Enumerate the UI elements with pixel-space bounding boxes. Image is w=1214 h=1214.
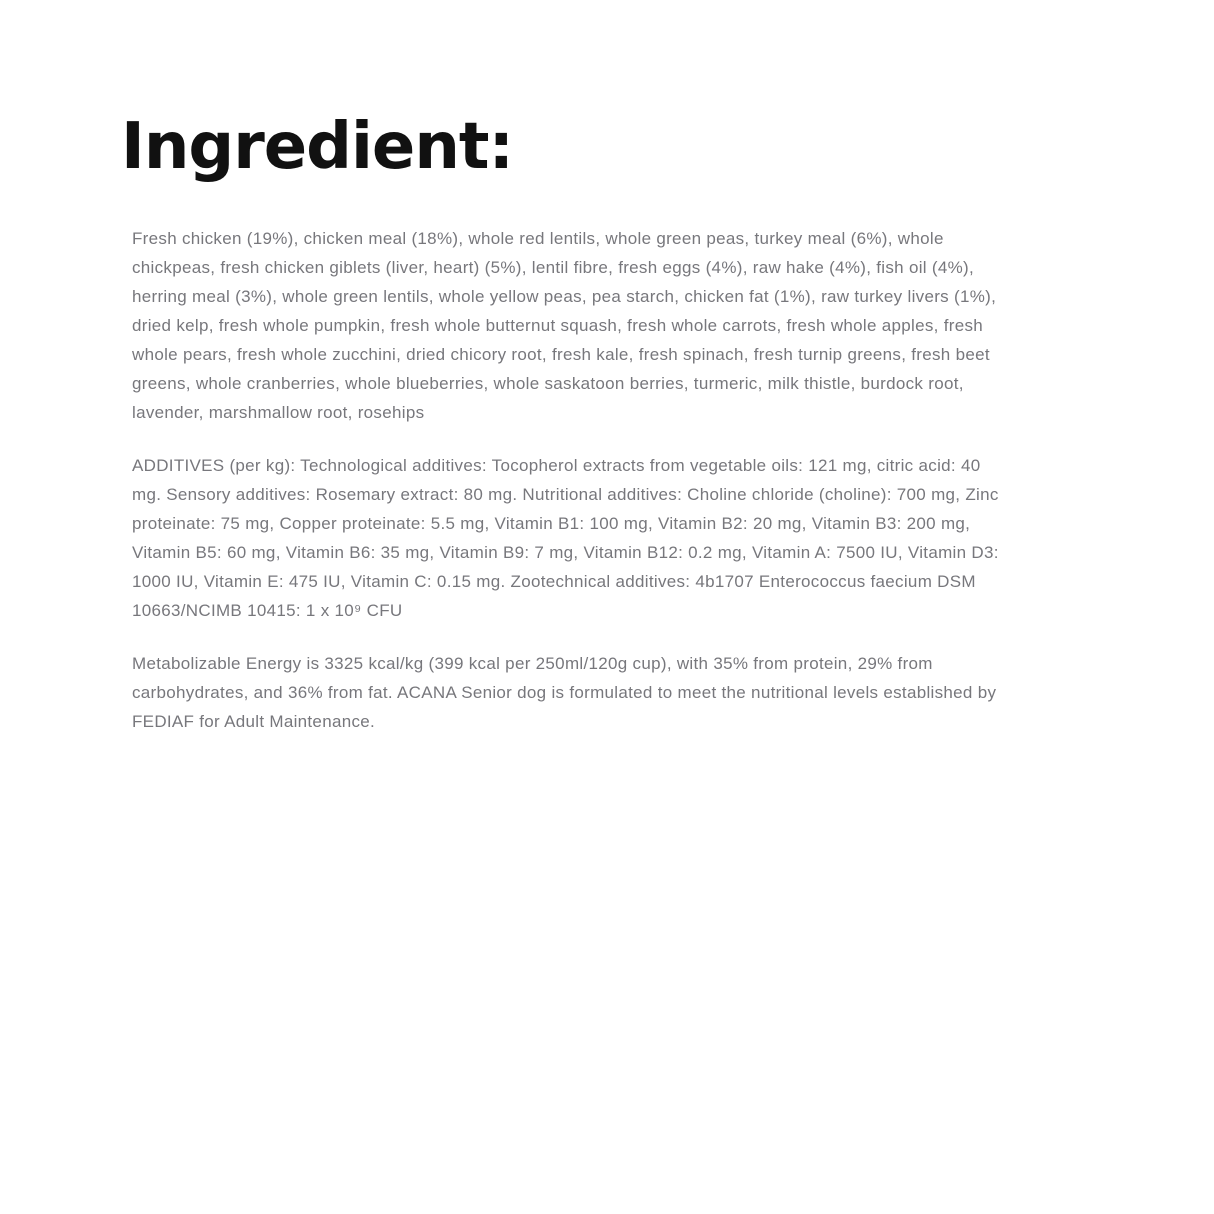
additives-paragraph: [132, 451, 1092, 625]
additives-line: 1000 IU, Vitamin E: 475 IU, Vitamin C: 0.15 mg. Zootechnical additives: 4b1707 Enterococcus faecium DSM: [132, 572, 976, 591]
energy-line: carbohydrates, and 36% from fat. ACANA Senior dog is formulated to meet the nutritional levels established by: [132, 683, 997, 702]
ingredients-line: Fresh chicken (19%), chicken meal (18%), whole red lentils, whole green peas, turkey meal (6%), whole: [132, 229, 944, 248]
additives-line: 10663/NCIMB 10415: 1 x 10⁹ CFU: [132, 601, 403, 620]
ingredients-line: whole pears, fresh whole zucchini, dried chicory root, fresh kale, fresh spinach, fresh turnip greens, fresh beet: [132, 345, 990, 364]
additives-line: mg. Sensory additives: Rosemary extract: 80 mg. Nutritional additives: Choline chloride (choline): 700 mg, Zinc: [132, 485, 999, 504]
page-title: Ingredient:: [121, 110, 514, 184]
energy-paragraph: [132, 649, 1092, 736]
ingredients-line: chickpeas, fresh chicken giblets (liver, heart) (5%), lentil fibre, fresh eggs (4%), raw hake (4%), fish oil (4%),: [132, 258, 975, 277]
energy-line: Metabolizable Energy is 3325 kcal/kg (399 kcal per 250ml/120g cup), with 35% from protein, 29% from: [132, 654, 933, 673]
additives-line: proteinate: 75 mg, Copper proteinate: 5.5 mg, Vitamin B1: 100 mg, Vitamin B2: 20 mg, Vitamin B3: 200 mg,: [132, 514, 971, 533]
additives-line: Vitamin B5: 60 mg, Vitamin B6: 35 mg, Vitamin B9: 7 mg, Vitamin B12: 0.2 mg, Vitamin A: 7500 IU, Vitamin D3:: [132, 543, 999, 562]
ingredients-line: greens, whole cranberries, whole blueberries, whole saskatoon berries, turmeric, milk thistle, burdock root,: [132, 374, 964, 393]
energy-line: FEDIAF for Adult Maintenance.: [132, 712, 376, 731]
additives-line: ADDITIVES (per kg): Technological additives: Tocopherol extracts from vegetable oils: 121 mg, citric acid: 40: [132, 456, 981, 475]
ingredients-line: dried kelp, fresh whole pumpkin, fresh whole butternut squash, fresh whole carrots, fresh whole apples, fresh: [132, 316, 984, 335]
ingredients-line: herring meal (3%), whole green lentils, whole yellow peas, pea starch, chicken fat (1%), raw turkey livers (1%),: [132, 287, 997, 306]
ingredients-paragraph: [132, 224, 1092, 427]
ingredients-line: lavender, marshmallow root, rosehips: [132, 403, 425, 422]
